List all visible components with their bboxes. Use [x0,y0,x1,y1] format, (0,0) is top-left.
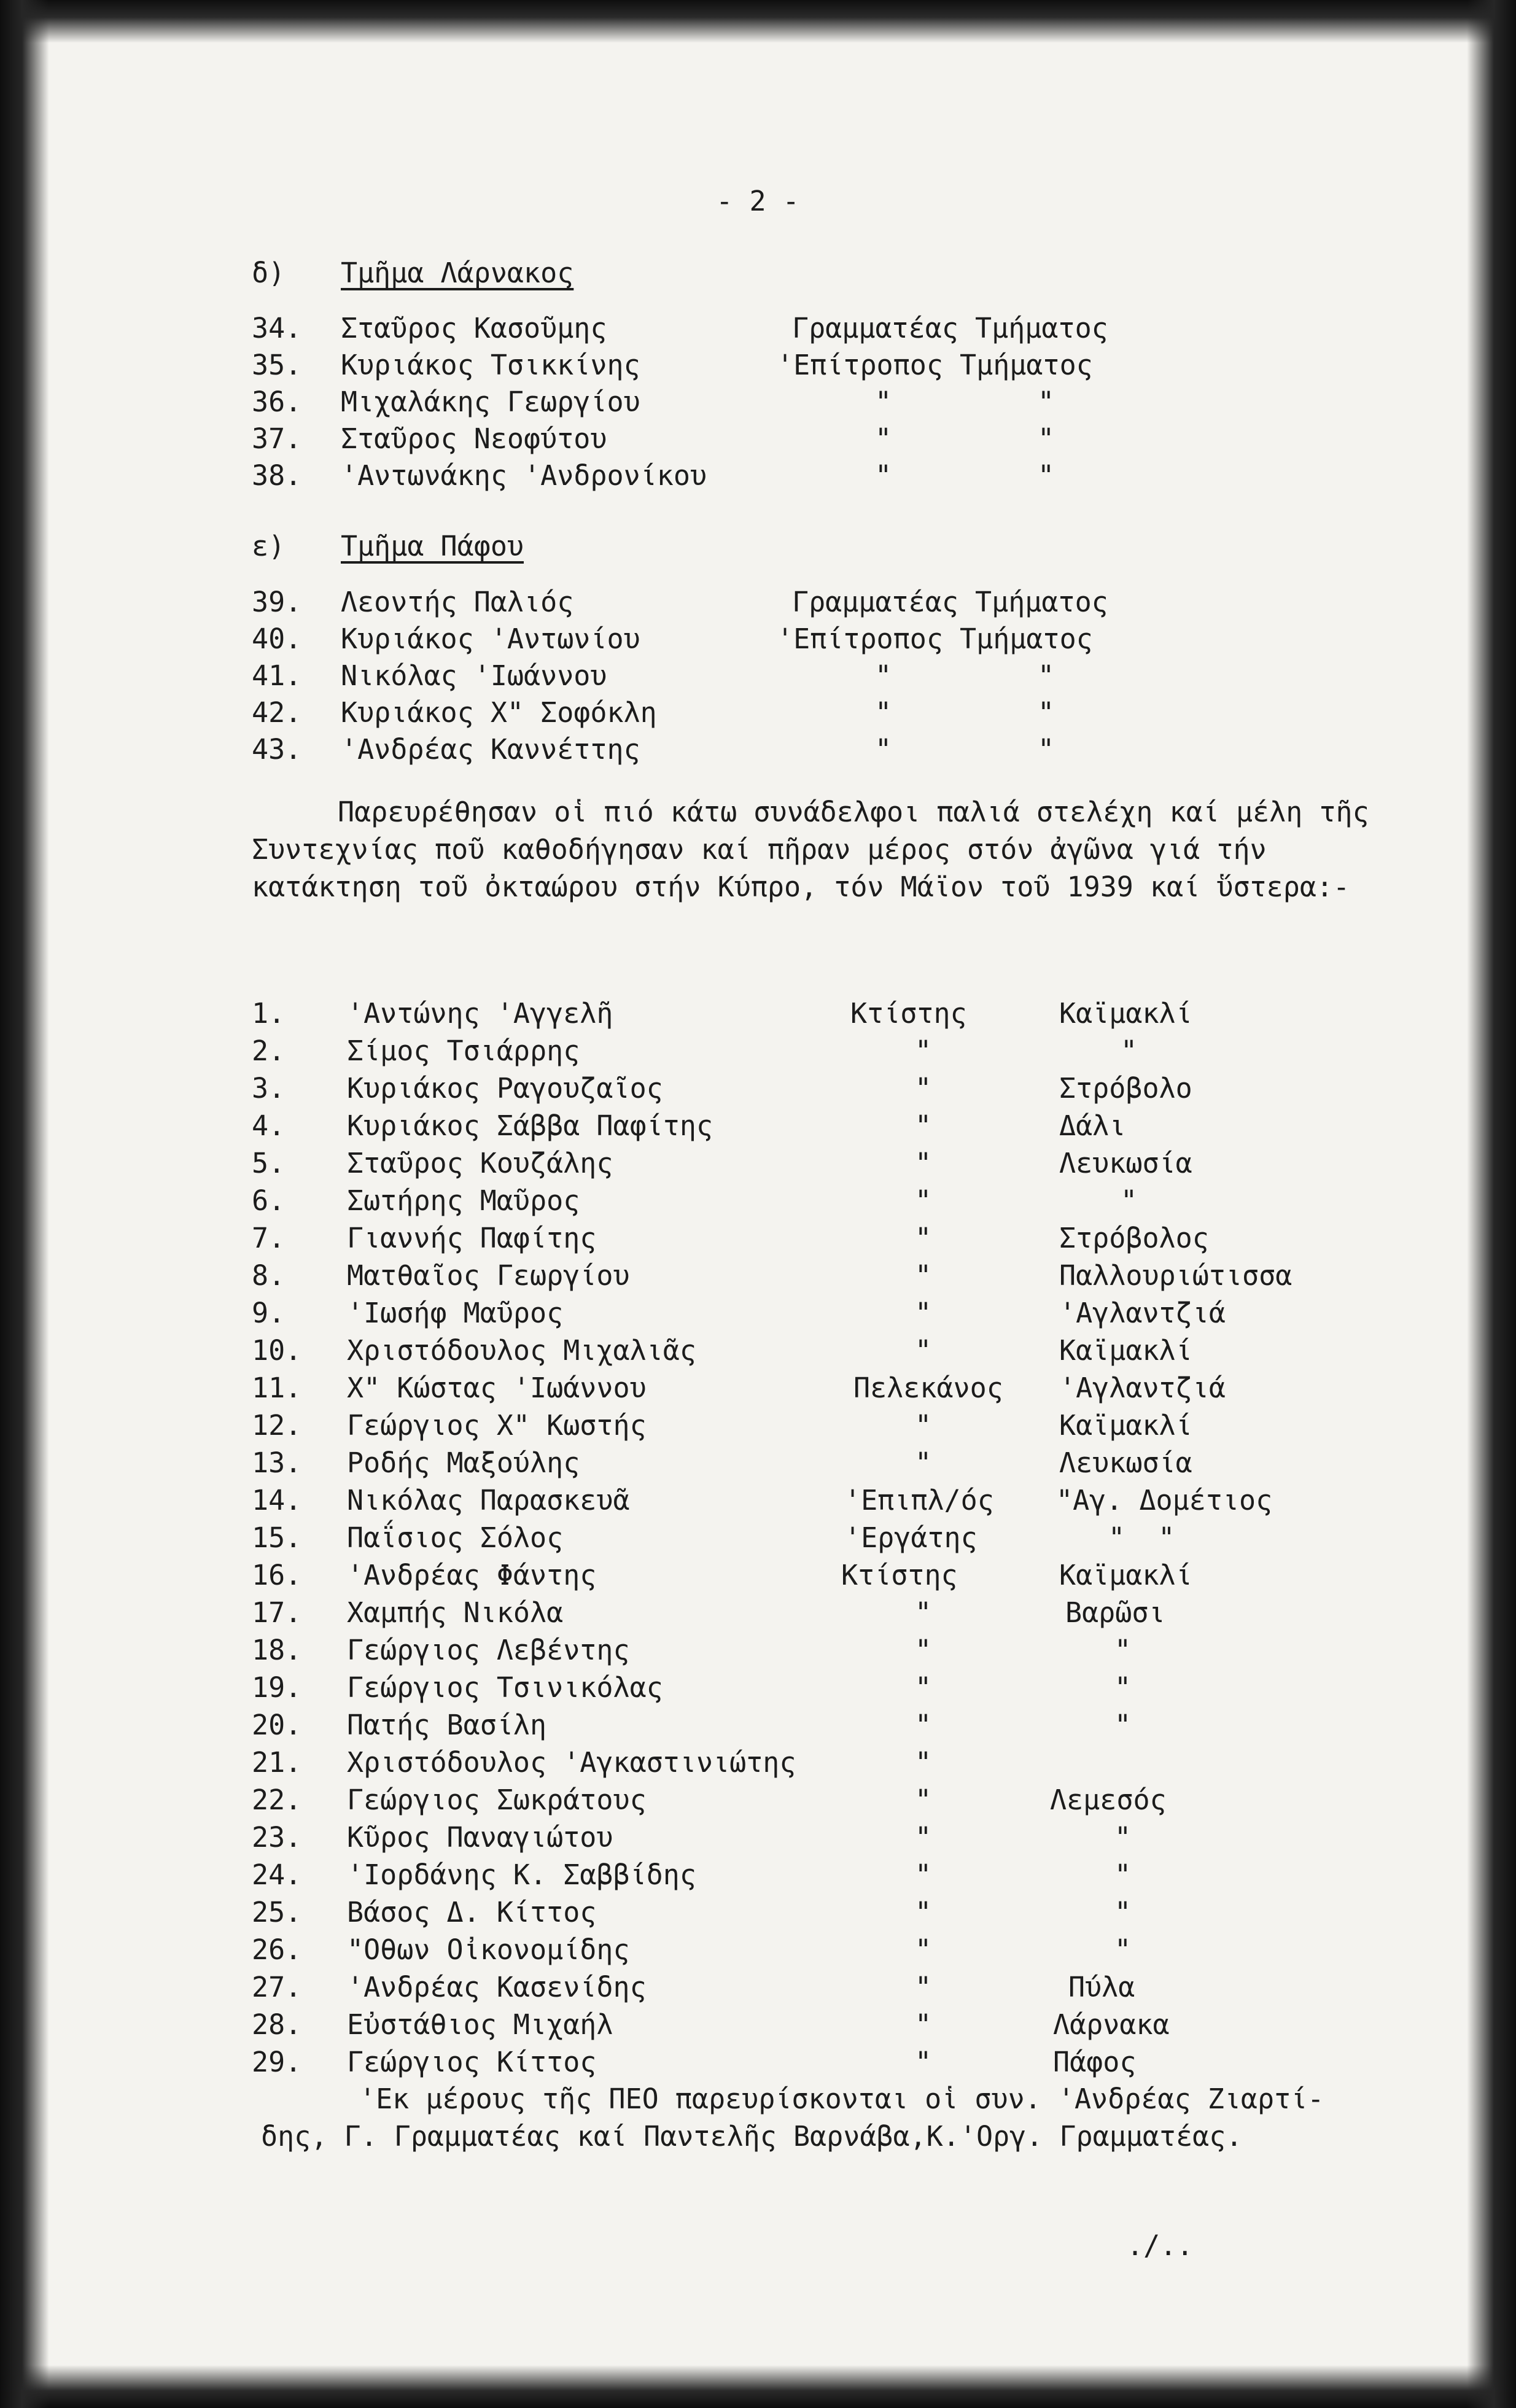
ditto-mark: " [915,1447,932,1479]
member-name: Γιαννής Παφίτης [347,1222,597,1254]
intro-paragraph-text: Παρευρέθησαν οἱ πιό κάτω συνάδελφοι παλιά στελέχη καί μέλη τῆς Συντεχνίας ποῦ καθοδήγησαν καί πῆραν μέρος στόν ἀγῶνα γιά τήν κατάκτηση τοῦ ὀκταώρου στήν Κύπρο, τόν Μάϊον τοῦ 1939 καί ὕστερα:- [252,796,1369,903]
row-number: 17. [252,1596,302,1629]
ditto-mark: " [915,2008,932,2041]
member-place: Στρόβολος [1059,1222,1209,1254]
ditto-mark: " [1038,733,1055,766]
member-name: 'Αντώνης 'Αγγελῆ [347,997,613,1030]
member-place: Πύλα [1068,1971,1135,2003]
intro-paragraph [252,793,1412,906]
member-place: Δάλι [1059,1109,1126,1142]
row-number: 10. [252,1334,302,1367]
member-name: Γεώργιος Τσινικόλας [347,1671,663,1704]
ditto-mark: " [1114,1858,1132,1891]
member-name: Νικόλας Παρασκευᾶ [347,1484,630,1517]
ditto-mark: " [1038,459,1055,492]
row-number: 23. [252,1821,302,1854]
scan-border-right [1467,0,1516,2408]
page-number: - 2 - [716,185,799,217]
continuation-mark: ./.. [1127,2229,1194,2262]
row-number: 4. [252,1109,286,1142]
member-place: 'Αγλαντζιά [1059,1297,1226,1329]
ditto-mark: " " [1108,1521,1175,1554]
member-name: Βάσος Δ. Κίττος [347,1896,597,1928]
ditto-mark: " [1114,1933,1132,1966]
member-name: Κυριάκος Σάββα Παφίτης [347,1109,713,1142]
member-name: Γεώργιος Λεβέντης [347,1634,630,1666]
member-name: Χριστόδουλος 'Αγκαστινιώτης [347,1746,796,1779]
row-number: 39. [252,586,302,618]
row-number: 6. [252,1184,286,1217]
member-name: Νικόλας 'Ιωάννου [341,659,607,692]
section-d-title: Τμῆμα Λάρνακος [341,257,574,289]
row-number: 38. [252,459,302,492]
member-name: 'Ιωσήφ Μαῦρος [347,1297,564,1329]
ditto-mark: " [1121,1184,1138,1217]
member-name: 'Αντωνάκης 'Ανδρονίκου [341,459,707,492]
member-place: Καϊμακλί [1059,1409,1192,1442]
ditto-mark: " [1114,1671,1132,1704]
member-trade: Πελεκάνος [853,1372,1003,1404]
ditto-mark: " [1038,659,1055,692]
row-number: 25. [252,1896,302,1928]
row-number: 11. [252,1372,302,1404]
ditto-mark: " [915,1222,932,1254]
row-number: 12. [252,1409,302,1442]
ditto-mark: " [915,1596,932,1629]
member-place: Καϊμακλί [1059,1334,1192,1367]
ditto-mark: " [915,1035,932,1067]
closing-line-2: δης, Γ. Γραμματέας καί Παντελῆς Βαρνάβα,Κ.'Οργ. Γραμματέας. [261,2120,1243,2153]
member-place: Λευκωσία [1059,1147,1192,1179]
member-name: Παΐσιος Σόλος [347,1521,564,1554]
section-d-letter: δ) [252,257,286,289]
row-number: 22. [252,1784,302,1816]
row-number: 14. [252,1484,302,1517]
ditto-mark: " [875,733,892,766]
member-role: Γραμματέας Τμήματος [792,312,1108,344]
ditto-mark: " [915,1746,932,1779]
row-number: 5. [252,1147,286,1179]
ditto-mark: " [915,1821,932,1854]
member-role: 'Επίτροπος Τμήματος [777,623,1093,655]
member-name: Ματθαῖος Γεωργίου [347,1259,630,1292]
ditto-mark: " [915,1109,932,1142]
ditto-mark: " [915,1147,932,1179]
ditto-mark: " [915,1259,932,1292]
ditto-mark: " [915,1858,932,1891]
ditto-mark: " [875,696,892,729]
member-trade: 'Εργάτης [844,1521,978,1554]
member-name: Εὐστάθιος Μιχαήλ [347,2008,613,2041]
ditto-mark: " [915,1933,932,1966]
member-name: 'Ανδρέας Κασενίδης [347,1971,647,2003]
row-number: 28. [252,2008,302,2041]
member-name: Κυριάκος Χ" Σοφόκλη [341,696,657,729]
row-number: 13. [252,1447,302,1479]
row-number: 15. [252,1521,302,1554]
member-name: Χριστόδουλος Μιχαλιᾶς [347,1334,696,1367]
member-name: Κυριάκος Ραγουζαῖος [347,1072,663,1105]
member-name: Σταῦρος Νεοφύτου [341,422,607,455]
row-number: 41. [252,659,302,692]
ditto-mark: " [1114,1709,1132,1741]
member-trade: Κτίστης [850,997,967,1030]
ditto-mark: " [1114,1634,1132,1666]
member-place: Λάρνακα [1053,2008,1170,2041]
ditto-mark: " [1114,1821,1132,1854]
member-name: Γεώργιος Χ" Κωστής [347,1409,647,1442]
member-name: Κῦρος Παναγιώτου [347,1821,613,1854]
member-place: 'Αγλαντζιά [1059,1372,1226,1404]
row-number: 3. [252,1072,286,1105]
member-name: Χ" Κώστας 'Ιωάννου [347,1372,647,1404]
row-number: 19. [252,1671,302,1704]
member-trade: 'Επιπλ/ός [844,1484,994,1517]
ditto-mark: " [915,1072,932,1105]
member-place: Στρόβολο [1059,1072,1192,1105]
scan-border-bottom [0,2365,1516,2408]
row-number: 1. [252,997,286,1030]
member-place: Λεμεσός [1050,1784,1167,1816]
member-name: 'Ανδρέας Καννέττης [341,733,640,766]
ditto-mark: " [875,422,892,455]
section-e-letter: ε) [252,530,286,562]
ditto-mark: " [915,1634,932,1666]
row-number: 7. [252,1222,286,1254]
member-role: Γραμματέας Τμήματος [792,586,1108,618]
member-name: 'Ανδρέας Φάντης [347,1559,597,1591]
member-name: Σταῦρος Κασοῦμης [341,312,607,344]
row-number: 8. [252,1259,286,1292]
ditto-mark: " [875,386,892,418]
member-name: Κυριάκος 'Αντωνίου [341,623,640,655]
member-place: Λευκωσία [1059,1447,1192,1479]
ditto-mark: " [1038,422,1055,455]
ditto-mark: " [915,2046,932,2078]
member-place: "Αγ. Δομέτιος [1056,1484,1273,1517]
ditto-mark: " [1114,1896,1132,1928]
closing-line-1: 'Εκ μέρους τῆς ΠΕΟ παρευρίσκονται οἱ συν. 'Ανδρέας Ζιαρτί- [359,2083,1324,2115]
member-trade: Κτίστης [841,1559,958,1591]
member-name: Κυριάκος Τσικκίνης [341,349,640,381]
ditto-mark: " [915,1334,932,1367]
member-place: Πάφος [1053,2046,1137,2078]
member-place: Καϊμακλί [1059,997,1192,1030]
member-place: Βαρῶσι [1065,1596,1165,1629]
section-e-title: Τμῆμα Πάφου [341,530,524,562]
member-name: Σταῦρος Κουζάλης [347,1147,613,1179]
member-place: Καϊμακλί [1059,1559,1192,1591]
member-name: Γεώργιος Σωκράτους [347,1784,647,1816]
scan-border-top [0,0,1516,43]
ditto-mark: " [915,1709,932,1741]
ditto-mark: " [875,659,892,692]
row-number: 20. [252,1709,302,1741]
row-number: 34. [252,312,302,344]
ditto-mark: " [915,1671,932,1704]
member-name: Σωτήρης Μαῦρος [347,1184,580,1217]
member-name: Πατής Βασίλη [347,1709,547,1741]
member-name: Γεώργιος Κίττος [347,2046,597,2078]
row-number: 26. [252,1933,302,1966]
scan-border-left [0,0,49,2408]
row-number: 24. [252,1858,302,1891]
row-number: 37. [252,422,302,455]
member-role: 'Επίτροπος Τμήματος [777,349,1093,381]
row-number: 36. [252,386,302,418]
member-name: Σίμος Τσιάρρης [347,1035,580,1067]
ditto-mark: " [915,1409,932,1442]
row-number: 9. [252,1297,286,1329]
member-name: Λεοντής Παλιός [341,586,574,618]
row-number: 42. [252,696,302,729]
member-name: Ροδής Μαξούλης [347,1447,580,1479]
ditto-mark: " [1038,386,1055,418]
row-number: 18. [252,1634,302,1666]
member-place: Παλλουριώτισσα [1059,1259,1292,1292]
member-name: 'Ιορδάνης Κ. Σαββίδης [347,1858,696,1891]
ditto-mark: " [875,459,892,492]
ditto-mark: " [915,1971,932,2003]
member-name: Μιχαλάκης Γεωργίου [341,386,640,418]
ditto-mark: " [915,1896,932,1928]
ditto-mark: " [915,1784,932,1816]
row-number: 40. [252,623,302,655]
row-number: 21. [252,1746,302,1779]
member-name: Χαμπής Νικόλα [347,1596,564,1629]
row-number: 27. [252,1971,302,2003]
row-number: 29. [252,2046,302,2078]
row-number: 43. [252,733,302,766]
row-number: 2. [252,1035,286,1067]
ditto-mark: " [915,1297,932,1329]
ditto-mark: " [915,1184,932,1217]
ditto-mark: " [1038,696,1055,729]
row-number: 16. [252,1559,302,1591]
member-name: "Οθων Οἰκονομίδης [347,1933,630,1966]
row-number: 35. [252,349,302,381]
ditto-mark: " [1121,1035,1138,1067]
